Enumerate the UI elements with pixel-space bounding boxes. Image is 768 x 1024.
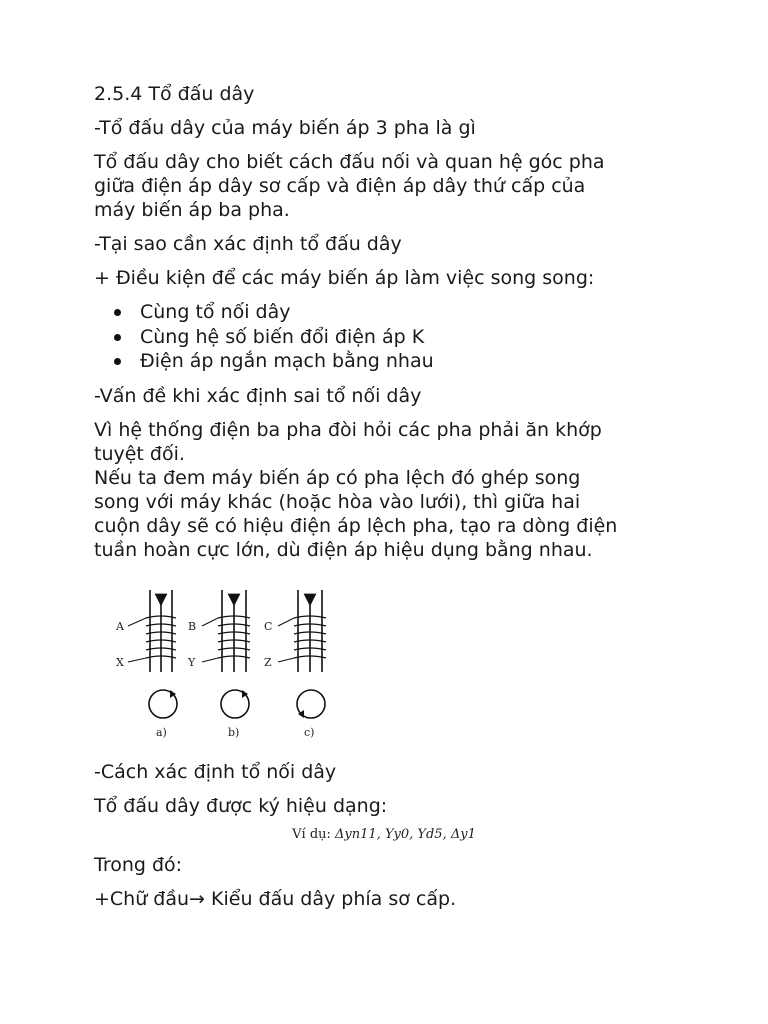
- paragraph-explanation-line: Nếu ta đem máy biến áp có pha lệch đó ghép song: [94, 466, 581, 489]
- document-body-continued: [94, 760, 694, 818]
- first-letter-explanation: +Chữ đầu→ Kiểu đấu dây phía sơ cấp.: [94, 888, 457, 910]
- terminal-label: X: [116, 656, 124, 669]
- example-formula-line: [0, 826, 768, 844]
- list-item: [94, 300, 694, 325]
- terminal-label: Z: [264, 656, 272, 669]
- bullet-icon: [114, 358, 121, 365]
- conditions-intro: + Điều kiện để các máy biến áp làm việc song song:: [94, 267, 595, 289]
- where-label: Trong đó:: [94, 854, 183, 876]
- paragraph-explanation-line: tuần hoàn cực lớn, dù điện áp hiệu dụng bằng nhau.: [94, 538, 593, 561]
- terminal-label: C: [264, 620, 273, 633]
- coil-b: [187, 590, 250, 739]
- coil-caption: b): [228, 726, 240, 739]
- section-heading: 2.5.4 Tổ đấu dây: [94, 83, 255, 105]
- paragraph-explanation-line: cuộn dây sẽ có hiệu điện áp lệch pha, tạo ra dòng điện: [94, 514, 618, 537]
- notation-intro: Tổ đấu dây được ký hiệu dạng:: [94, 795, 388, 817]
- question-why: -Tại sao cần xác định tổ đấu dây: [94, 233, 402, 255]
- winding-diagram: [110, 584, 350, 744]
- paragraph-explanation-line: Vì hệ thống điện ba pha đòi hỏi các pha phải ăn khớp: [94, 418, 602, 441]
- terminal-label: B: [188, 620, 197, 633]
- document-body: [94, 82, 694, 562]
- conditions-list: [94, 300, 694, 374]
- list-item: [94, 325, 694, 350]
- list-item-text: Điện áp ngắn mạch bằng nhau: [140, 350, 434, 372]
- bullet-icon: [114, 309, 121, 316]
- question-how-determine: -Cách xác định tổ nối dây: [94, 761, 337, 783]
- paragraph-definition-line: Tổ đấu dây cho biết cách đấu nối và quan hệ góc pha: [94, 151, 605, 173]
- coil-caption: c): [304, 726, 315, 739]
- coil-caption: a): [156, 726, 167, 739]
- list-item-text: Cùng tổ nối dây: [140, 301, 291, 323]
- paragraph-definition-line: giữa điện áp dây sơ cấp và điện áp dây thứ cấp của: [94, 175, 586, 197]
- terminal-label: Y: [188, 656, 196, 669]
- list-item-text: Cùng hệ số biến đổi điện áp K: [140, 325, 425, 348]
- terminal-label: A: [116, 620, 124, 633]
- coil-a: [115, 590, 177, 739]
- document-body-end: [94, 853, 694, 911]
- question-what-is: -Tổ đấu dây của máy biến áp 3 pha là gì: [94, 117, 476, 139]
- example-formula: Δyn11, Yy0, Yd5, Δy1: [335, 827, 476, 842]
- question-wrong-group: -Vấn đề khi xác định sai tổ nối dây: [94, 384, 422, 407]
- example-prefix: Ví dụ:: [292, 827, 336, 842]
- coil-c: [264, 590, 326, 739]
- paragraph-definition-line: máy biến áp ba pha.: [94, 199, 290, 221]
- paragraph-explanation-line: song với máy khác (hoặc hòa vào lưới), thì giữa hai: [94, 490, 581, 513]
- paragraph-explanation-line: tuyệt đối.: [94, 442, 185, 465]
- list-item: [94, 349, 694, 374]
- bullet-icon: [114, 334, 121, 341]
